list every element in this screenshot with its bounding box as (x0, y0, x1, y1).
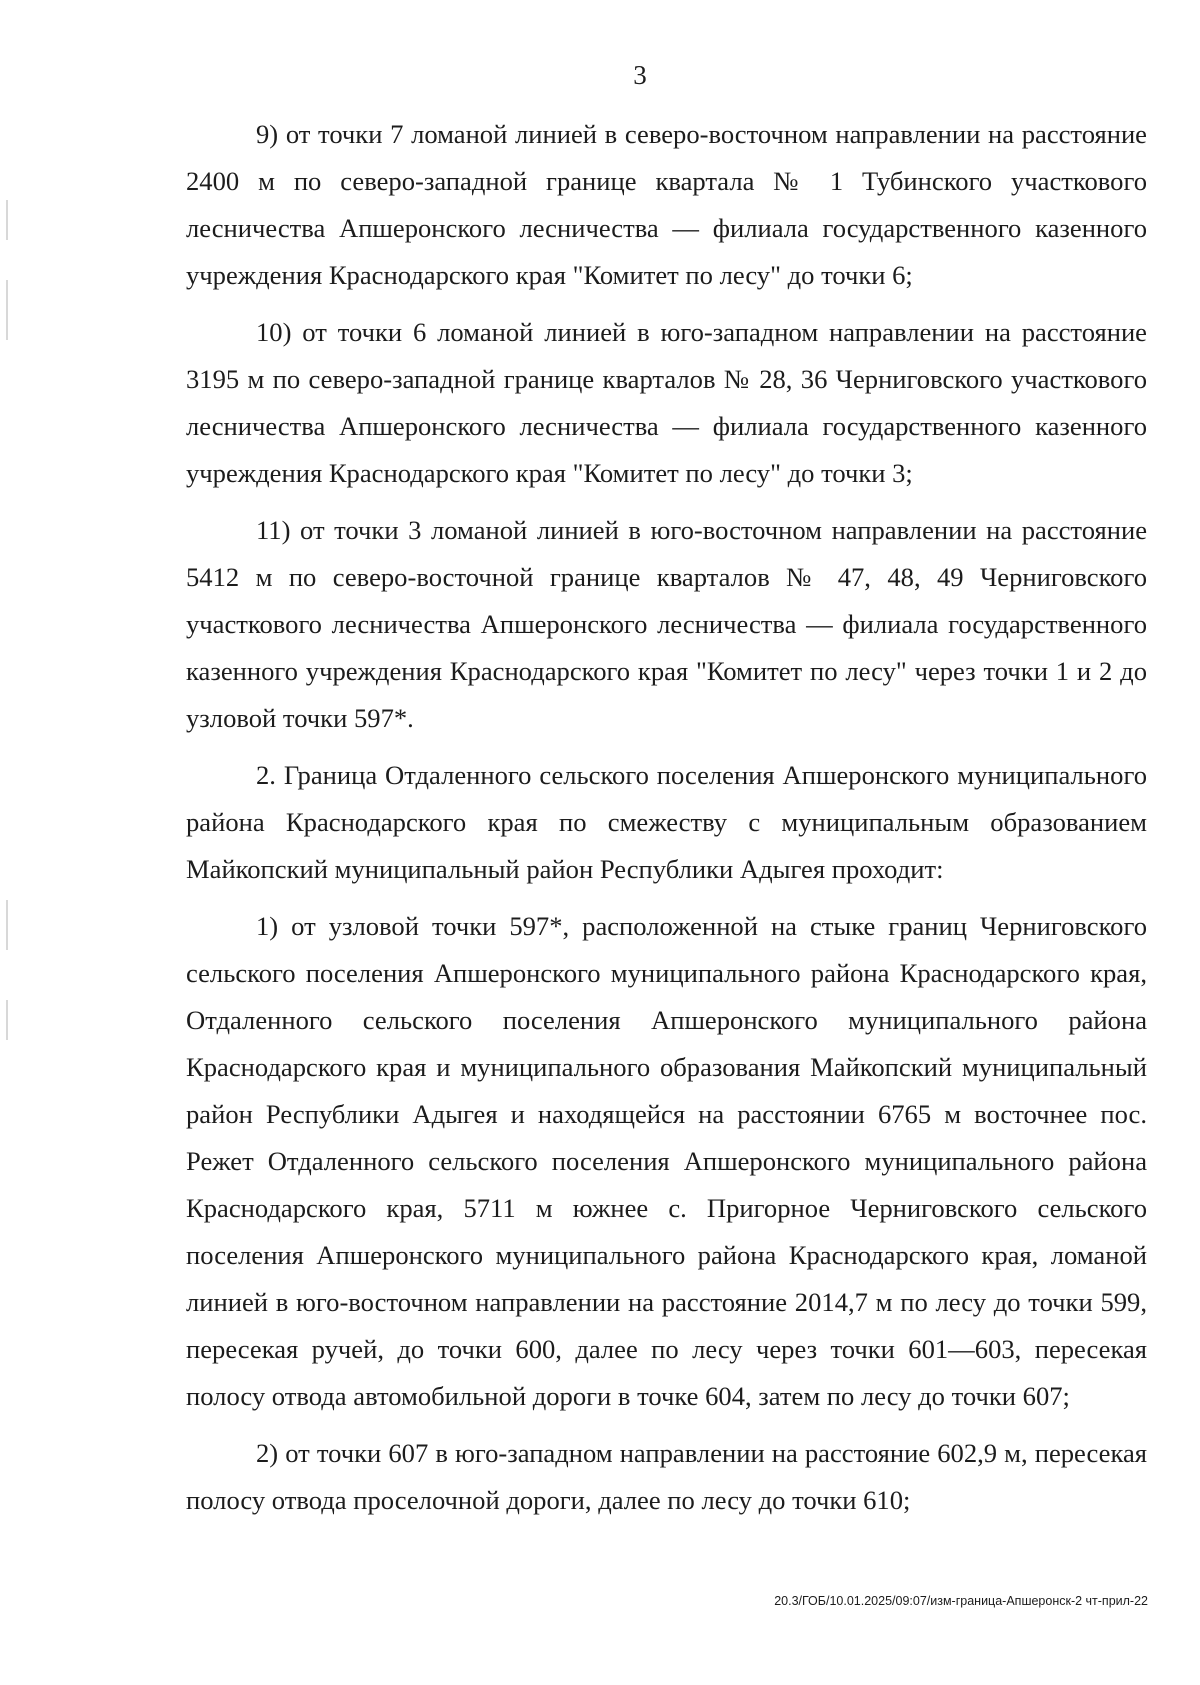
paragraph-section-2: 2. Граница Отдаленного сельского поселения Апшеронского муниципального района Краснодарского края по смежеству с муниципальным образованием Майкопский муниципальный район Республики Адыгея проходит: (186, 760, 1147, 884)
scan-mark (6, 200, 8, 240)
paragraph-item-11: 11) от точки 3 ломаной линией в юго-восточном направлении на расстояние 5412 м по северо-восточной границе кварталов № 47, 48, 49 Черниговского участкового лесничества Апшеронского лесничества — филиала государственного казенного учреждения Краснодарского края "Комитет по лесу" через точки 1 и 2 до узловой точки 597*. (186, 515, 1147, 733)
document-footer-code: 20.3/ГОБ/10.01.2025/09:07/изм-граница-Апшеронск-2 чт-прил-22 (774, 1594, 1148, 1608)
scan-mark (6, 280, 8, 340)
document-body (186, 111, 1147, 1534)
paragraph-item-2: 2) от точки 607 в юго-западном направлении на расстояние 602,9 м, пересекая полосу отвода проселочной дороги, далее по лесу до точки 610; (186, 1438, 1147, 1515)
page-number: 3 (633, 60, 647, 90)
paragraph-item-10: 10) от точки 6 ломаной линией в юго-западном направлении на расстояние 3195 м по северо-западной границе кварталов № 28, 36 Черниговского участкового лесничества Апшеронского лесничества — филиала государственного казенного учреждения Краснодарского края "Комитет по лесу" до точки 3; (186, 317, 1147, 488)
scan-mark (6, 1000, 8, 1040)
paragraph-item-9: 9) от точки 7 ломаной линией в северо-восточном направлении на расстояние 2400 м по северо-западной границе квартала № 1 Тубинского участкового лесничества Апшеронского лесничества — филиала государственного казенного учреждения Краснодарского края "Комитет по лесу" до точки 6; (186, 119, 1147, 290)
scan-edge-marks (6, 0, 16, 1685)
scan-mark (6, 900, 8, 950)
paragraph-item-1: 1) от узловой точки 597*, расположенной на стыке границ Черниговского сельского поселения Апшеронского муниципального района Краснодарского края, Отдаленного сельского поселения Апшеронского муниципального района Краснодарского края и муниципального образования Майкопский муниципальный район Республики Адыгея и находящейся на расстоянии 6765 м восточнее пос. Режет Отдаленного сельского поселения Апшеронского муниципального района Краснодарского края, 5711 м южнее с. Пригорное Черниговского сельского поселения Апшеронского муниципального района Краснодарского края, ломаной линией в юго-восточном направлении на расстояние 2014,7 м по лесу до точки 599, пересекая ручей, до точки 600, далее по лесу через точки 601—603, пересекая полосу отвода автомобильной дороги в точке 604, затем по лесу до точки 607; (186, 911, 1147, 1411)
